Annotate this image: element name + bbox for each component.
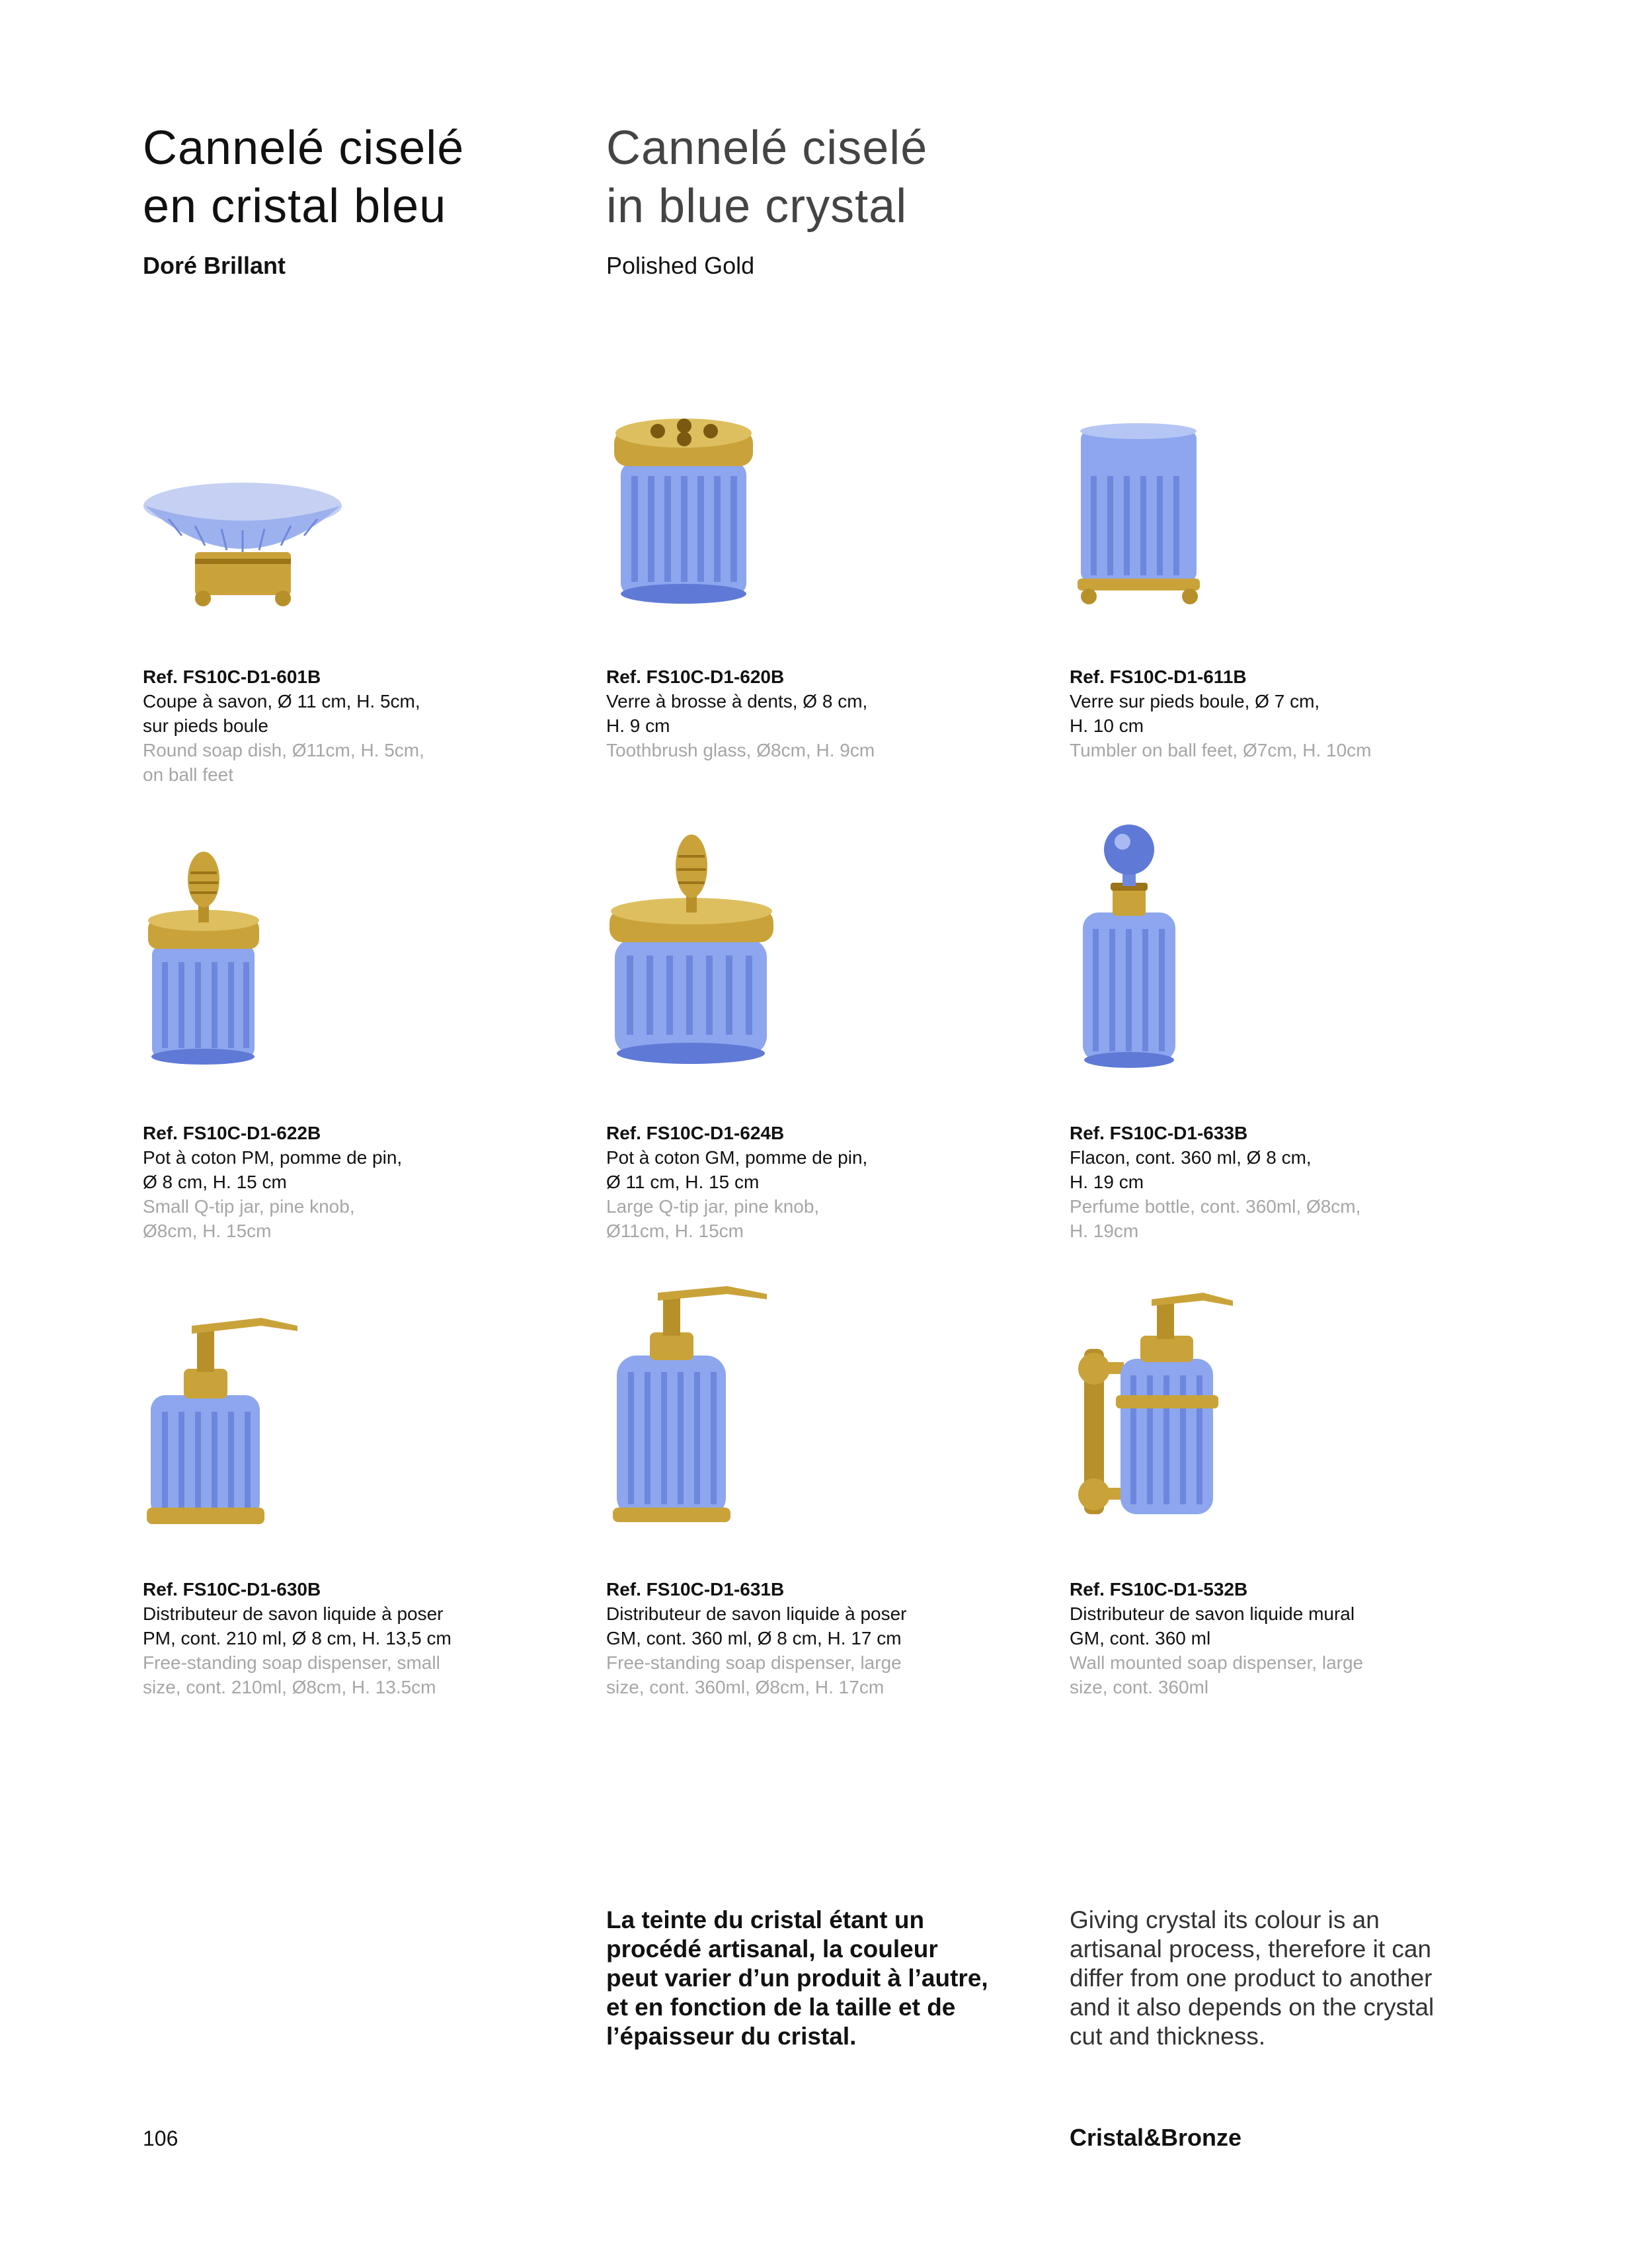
product-card: [1070, 1577, 1440, 1699]
note-fr-line: et en fonction de la taille et de: [606, 1994, 956, 2021]
toothbrush-glass-icon: [611, 417, 754, 608]
page-title-fr: [143, 119, 464, 235]
product-desc-fr: [143, 1601, 513, 1650]
desc-fr-line: H. 9 cm: [606, 715, 670, 736]
desc-en-line: Free-standing soap dispenser, large: [606, 1652, 902, 1673]
desc-fr-line: GM, cont. 360 ml: [1070, 1628, 1211, 1648]
title-fr-line-1: Cannelé ciselé: [143, 122, 465, 175]
product-card: [1070, 665, 1440, 762]
colour-note-fr: [606, 1906, 1016, 2051]
finish-en: Polished Gold: [606, 252, 755, 279]
product-desc-en: [606, 1650, 976, 1699]
desc-fr-line: Verre à brosse à dents, Ø 8 cm,: [606, 691, 868, 711]
finish-fr: Doré Brillant: [143, 252, 286, 279]
product-desc-en: [1070, 1650, 1440, 1699]
desc-fr-line: Ø 11 cm, H. 15 cm: [606, 1172, 760, 1192]
product-desc-fr: [1070, 1145, 1440, 1194]
desc-en-line: on ball feet: [143, 764, 233, 785]
title-fr-line-2: en cristal bleu: [143, 180, 447, 233]
desc-en-line: Round soap dish, Ø11cm, H. 5cm,: [143, 740, 424, 760]
perfume-bottle-icon: [1076, 823, 1182, 1071]
note-en-line: Giving crystal its colour is an: [1070, 1906, 1380, 1933]
product-card: [606, 1577, 976, 1699]
large-dispenser-icon: [611, 1279, 773, 1527]
desc-en-line: Toothbrush glass, Ø8cm, H. 9cm: [606, 740, 875, 760]
desc-fr-line: Flacon, cont. 360 ml, Ø 8 cm,: [1070, 1147, 1312, 1168]
title-en-line-2: in blue crystal: [606, 180, 908, 233]
product-ref: Ref. FS10C-D1-622B: [143, 1123, 321, 1143]
product-card: [143, 1577, 513, 1699]
note-fr-line: La teinte du cristal étant un: [606, 1906, 925, 1933]
product-ref: Ref. FS10C-D1-630B: [143, 1579, 321, 1600]
desc-en-line: Perfume bottle, cont. 360ml, Ø8cm,: [1070, 1196, 1361, 1217]
note-en-line: differ from one product to another: [1070, 1964, 1433, 1992]
desc-en-line: Free-standing soap dispenser, small: [143, 1652, 440, 1673]
desc-en-line: Wall mounted soap dispenser, large: [1070, 1652, 1364, 1673]
desc-fr-line: Distributeur de savon liquide mural: [1070, 1603, 1355, 1624]
page-number: 106: [143, 2126, 178, 2150]
note-en-line: cut and thickness.: [1070, 2023, 1266, 2050]
wall-dispenser-icon: [1078, 1286, 1239, 1527]
product-desc-en: [1070, 738, 1440, 762]
product-desc-en: [606, 1194, 976, 1243]
product-ref: Ref. FS10C-D1-624B: [606, 1123, 785, 1143]
desc-fr-line: sur pieds boule: [143, 715, 268, 736]
tumbler-icon: [1074, 423, 1206, 612]
note-en-line: and it also depends on the crystal: [1070, 1994, 1435, 2021]
colour-note-en: [1070, 1906, 1479, 2051]
product-desc-fr: [1070, 689, 1440, 738]
note-en-line: artisanal process, therefore it can: [1070, 1935, 1432, 1963]
desc-en-line: size, cont. 360ml: [1070, 1677, 1209, 1697]
product-ref: Ref. FS10C-D1-633B: [1070, 1123, 1248, 1143]
product-desc-fr: [606, 1601, 976, 1650]
product-desc-fr: [1070, 1601, 1440, 1650]
desc-fr-line: H. 19 cm: [1070, 1172, 1144, 1192]
note-fr-line: l’épaisseur du cristal.: [606, 2023, 857, 2050]
desc-fr-line: Pot à coton PM, pomme de pin,: [143, 1147, 403, 1168]
desc-fr-line: GM, cont. 360 ml, Ø 8 cm, H. 17 cm: [606, 1628, 902, 1648]
product-card: [1070, 1121, 1440, 1243]
small-jar-icon: [145, 853, 261, 1068]
product-ref: Ref. FS10C-D1-611B: [1070, 667, 1247, 687]
product-ref: Ref. FS10C-D1-601B: [143, 667, 321, 687]
desc-en-line: Small Q-tip jar, pine knob,: [143, 1196, 355, 1217]
desc-en-line: Tumbler on ball feet, Ø7cm, H. 10cm: [1070, 740, 1372, 760]
product-desc-en: [143, 1194, 513, 1243]
product-desc-fr: [143, 689, 513, 738]
desc-en-line: H. 19cm: [1070, 1221, 1139, 1241]
product-desc-en: [143, 738, 513, 787]
product-desc-fr: [606, 1145, 976, 1194]
desc-fr-line: Distributeur de savon liquide à poser: [143, 1603, 444, 1624]
note-fr-line: procédé artisanal, la couleur: [606, 1935, 938, 1963]
desc-en-line: Ø8cm, H. 15cm: [143, 1221, 272, 1241]
product-desc-en: [143, 1650, 513, 1699]
product-card: [143, 665, 513, 787]
desc-fr-line: Distributeur de savon liquide à poser: [606, 1603, 907, 1624]
note-fr-line: peut varier d’un produit à l’autre,: [606, 1964, 988, 1992]
soap-dish-icon: [142, 476, 344, 608]
product-desc-fr: [606, 689, 976, 738]
small-dispenser-icon: [145, 1306, 304, 1531]
product-card: [606, 1121, 976, 1243]
large-jar-icon: [607, 833, 775, 1068]
desc-en-line: Ø11cm, H. 15cm: [606, 1221, 744, 1241]
product-ref: Ref. FS10C-D1-620B: [606, 667, 785, 687]
desc-fr-line: Ø 8 cm, H. 15 cm: [143, 1172, 287, 1192]
product-desc-en: [606, 738, 976, 762]
product-ref: Ref. FS10C-D1-631B: [606, 1579, 785, 1600]
product-desc-en: [1070, 1194, 1440, 1243]
product-desc-fr: [143, 1145, 513, 1194]
page-title-en: [606, 119, 927, 235]
desc-fr-line: Pot à coton GM, pomme de pin,: [606, 1147, 868, 1168]
product-ref: Ref. FS10C-D1-532B: [1070, 1579, 1248, 1600]
title-en-line-1: Cannelé ciselé: [606, 122, 928, 175]
desc-fr-line: Verre sur pieds boule, Ø 7 cm,: [1070, 691, 1320, 711]
product-card: [143, 1121, 513, 1243]
desc-fr-line: H. 10 cm: [1070, 715, 1144, 736]
desc-fr-line: PM, cont. 210 ml, Ø 8 cm, H. 13,5 cm: [143, 1628, 452, 1648]
product-card: [606, 665, 976, 762]
desc-fr-line: Coupe à savon, Ø 11 cm, H. 5cm,: [143, 691, 420, 711]
desc-en-line: size, cont. 360ml, Ø8cm, H. 17cm: [606, 1677, 885, 1697]
desc-en-line: size, cont. 210ml, Ø8cm, H. 13.5cm: [143, 1677, 436, 1697]
desc-en-line: Large Q-tip jar, pine knob,: [606, 1196, 820, 1217]
brand-name: Cristal&Bronze: [1070, 2124, 1242, 2151]
